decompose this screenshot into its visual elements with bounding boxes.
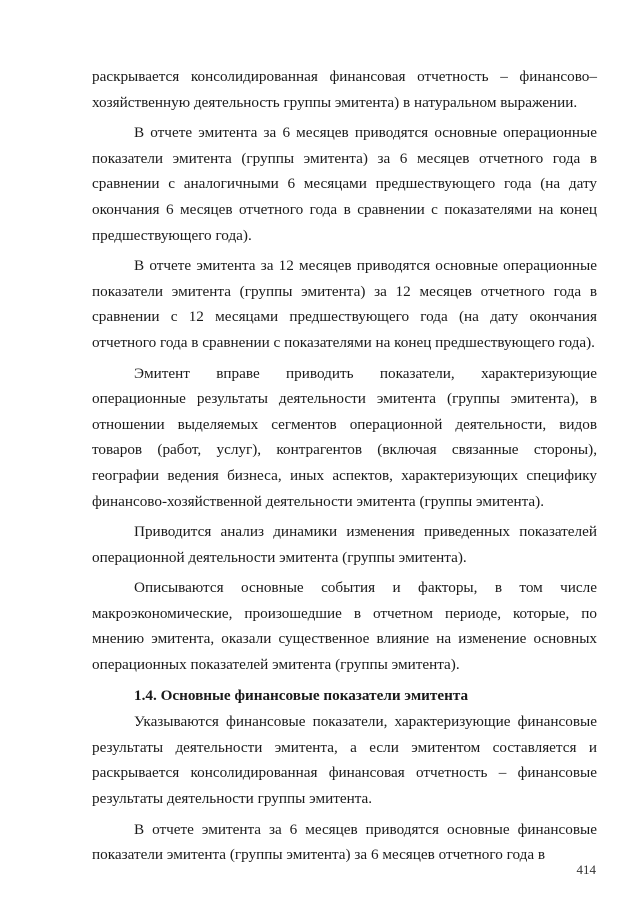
paragraph-issuer-right: Эмитент вправе приводить показатели, характеризующие операционные результаты деятельности эмитента (группы эмитента), в отношении выделяемых сегментов операционной деятельности, видов товаров (работ, услуг), контрагентов (включая связанные стороны), географии ведения бизнеса, иных аспектов, характеризующих специфику финансово-хозяйственной деятельности эмитента (группы эмитента). (92, 364, 597, 510)
document-page (92, 64, 597, 873)
paragraph-dynamics-analysis: Приводится анализ динамики изменения приведенных показателей операционной деятельности эмитента (группы эмитента). (92, 523, 597, 566)
section-heading: 1.4. Основные финансовые показатели эмитента (134, 686, 469, 704)
paragraph-continuation: раскрывается консолидированная финансовая отчетность – финансово–хозяйственную деятельность группы эмитента) в натуральном выражении. (92, 68, 597, 111)
paragraph-6-months: В отчете эмитента за 6 месяцев приводятся основные операционные показатели эмитента (группы эмитента) за 6 месяцев отчетного года в сравнении с аналогичными 6 месяцами предшествующего года (на дату окончания 6 месяцев отчетного года в сравнении с показателями на конец предшествующего года). (92, 124, 597, 244)
paragraph-12-months: В отчете эмитента за 12 месяцев приводятся основные операционные показатели эмитента (группы эмитента) за 12 месяцев отчетного года в сравнении с 12 месяцами предшествующего года (на дату окончания отчетного года в сравнении с показателями на конец предшествующего года). (92, 257, 597, 351)
paragraph-6-months-financial: В отчете эмитента за 6 месяцев приводятся основные финансовые показатели эмитента (группы эмитента) за 6 месяцев отчетного года в (92, 820, 597, 864)
paragraph-financial-indicators: Указываются финансовые показатели, характеризующие финансовые результаты деятельности эмитента, а если эмитентом составляется и раскрывается консолидированная финансовая отчетность – финансовые результаты деятельности группы эмитента. (92, 713, 597, 808)
page-number: 414 (576, 862, 596, 877)
paragraph-events-factors: Описываются основные события и факторы, в том числе макроэкономические, произошедшие в отчетном периоде, которые, по мнению эмитента, оказали существенное влияние на изменение основных операционных показателей эмитента (группы эмитента). (92, 579, 597, 674)
